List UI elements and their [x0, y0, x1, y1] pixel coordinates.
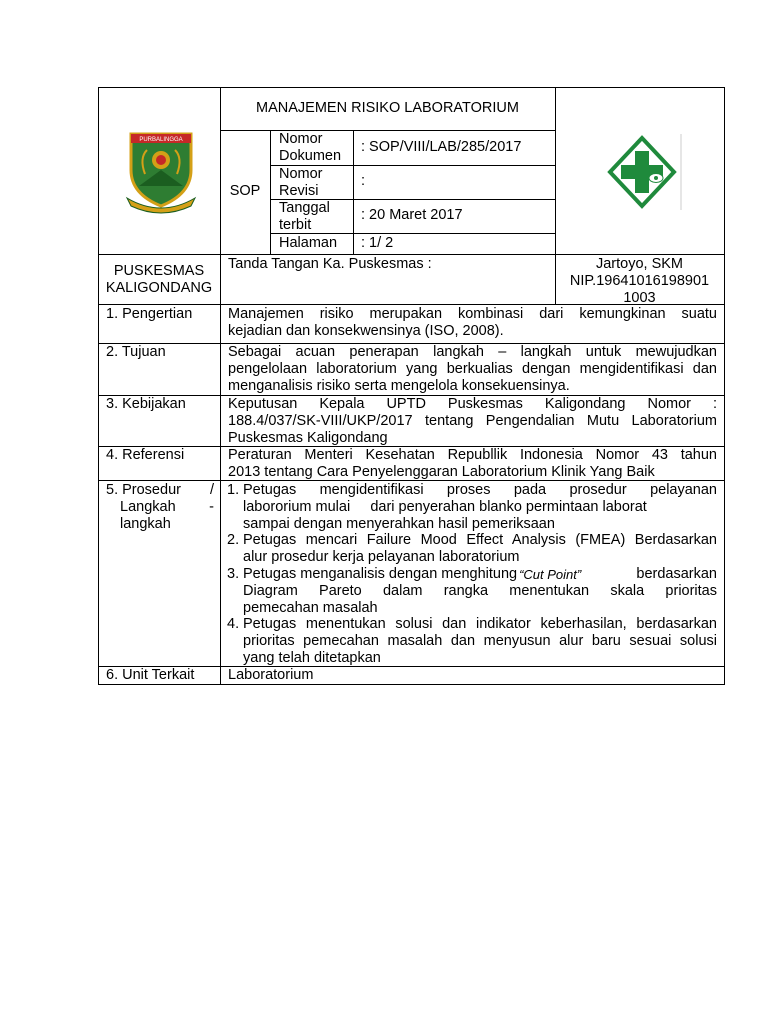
pengertian-line-1: Manajemen risiko merupakan kombinasi dari kemungkinan suatu: [228, 306, 717, 322]
referensi-line-1: Peraturan Menteri Kesehatan Republlik Indonesia Nomor 43 tahun: [228, 447, 717, 463]
field-value-nomor-revisi: :: [361, 173, 366, 189]
step-3-line-2: Diagram Pareto dalam rangka menentukan skala prioritas: [243, 583, 717, 599]
step-3-line-3: pemecahan masalah: [243, 600, 378, 616]
step-1-line-2: labororium mulai dari penyerahan blanko permintaan laborat: [243, 499, 647, 515]
kebijakan-line-2: 188.4/037/SK-VIII/UKP/2017 tentang Pengendalian Mutu Laboratorium: [228, 413, 717, 429]
step-4-line-1: Petugas menentukan solusi dan indikator keberhasilan, berdasarkan: [243, 616, 717, 632]
step-2-line-1: Petugas mencari Failure Mood Effect Analysis (FMEA) Berdasarkan: [243, 532, 717, 548]
step-number: 3.: [227, 566, 240, 582]
pengertian-line-2: kejadian dan konsekwensinya (ISO, 2008).: [228, 323, 504, 339]
field-value-halaman: : 1/ 2: [361, 235, 394, 251]
field-label-nomor-revisi: Nomor Revisi: [279, 166, 323, 199]
organization-name: PUSKESMAS KALIGONDANG: [105, 263, 213, 296]
tujuan-line-2: pengelolaan laboratorium yang berkualias dengan mengidentifikasi dan: [228, 361, 717, 377]
section-label-prosedur: 5. Prosedur / Langkah - langkah: [106, 482, 214, 532]
kebijakan-line-3: Puskesmas Kaligondang: [228, 430, 388, 446]
document-title: MANAJEMEN RISIKO LABORATORIUM: [256, 100, 519, 116]
tujuan-line-1: Sebagai acuan penerapan langkah – langkah untuk mewujudkan: [228, 344, 717, 360]
tujuan-line-3: menganalisis risiko serta mengelola konsekuensinya.: [228, 378, 570, 394]
seal-text: PURBALINGGA: [139, 137, 183, 143]
sop-label: SOP: [229, 183, 261, 199]
section-label-unit: 6. Unit Terkait: [106, 667, 195, 683]
section-label-pengertian: 1. Pengertian: [106, 306, 193, 322]
signature-label: Tanda Tangan Ka. Puskesmas :: [228, 256, 432, 272]
field-value-nomor-dokumen: : SOP/VIII/LAB/285/2017: [361, 139, 522, 155]
step-1-line-3: sampai dengan menyerahkan hasil pemeriksaan: [243, 516, 555, 532]
section-label-kebijakan: 3. Kebijakan: [106, 396, 186, 412]
unit-value: Laboratorium: [228, 667, 314, 683]
kebijakan-line-1: Keputusan Kepala UPTD Puskesmas Kaligondang Nomor :: [228, 396, 717, 412]
health-cross-logo: [602, 134, 682, 210]
purbalingga-seal-logo: [125, 128, 197, 214]
step-number: 4.: [227, 616, 240, 632]
section-label-tujuan: 2. Tujuan: [106, 344, 166, 360]
field-label-tanggal-terbit: Tanggal terbit: [279, 200, 330, 233]
step-4-line-2: prioritas pemecahan masalah dan menyusun alur baru sesuai solusi: [243, 633, 717, 649]
field-value-tanggal-terbit: : 20 Maret 2017: [361, 207, 463, 223]
referensi-line-2: 2013 tentang Cara Penyelenggaran Laboratorium Klinik Yang Baik: [228, 464, 655, 480]
field-label-nomor-dokumen: Nomor Dokumen: [279, 131, 342, 164]
step-2-line-2: alur prosedur kerja pelayanan laboratorium: [243, 549, 520, 565]
signer-block: Jartoyo, SKM NIP.19641016198901 1003: [569, 256, 710, 306]
step-4-line-3: yang telah ditetapkan: [243, 650, 381, 666]
section-label-referensi: 4. Referensi: [106, 447, 185, 463]
step-number: 2.: [227, 532, 240, 548]
step-number: 1.: [227, 482, 240, 498]
field-label-halaman: Halaman: [279, 235, 338, 251]
step-1-line-1: Petugas mengidentifikasi proses pada prosedur pelayanan: [243, 482, 717, 498]
step-3-line-1: Petugas menganalisis dengan menghitung “Cut Point” berdasarkan: [243, 566, 717, 582]
